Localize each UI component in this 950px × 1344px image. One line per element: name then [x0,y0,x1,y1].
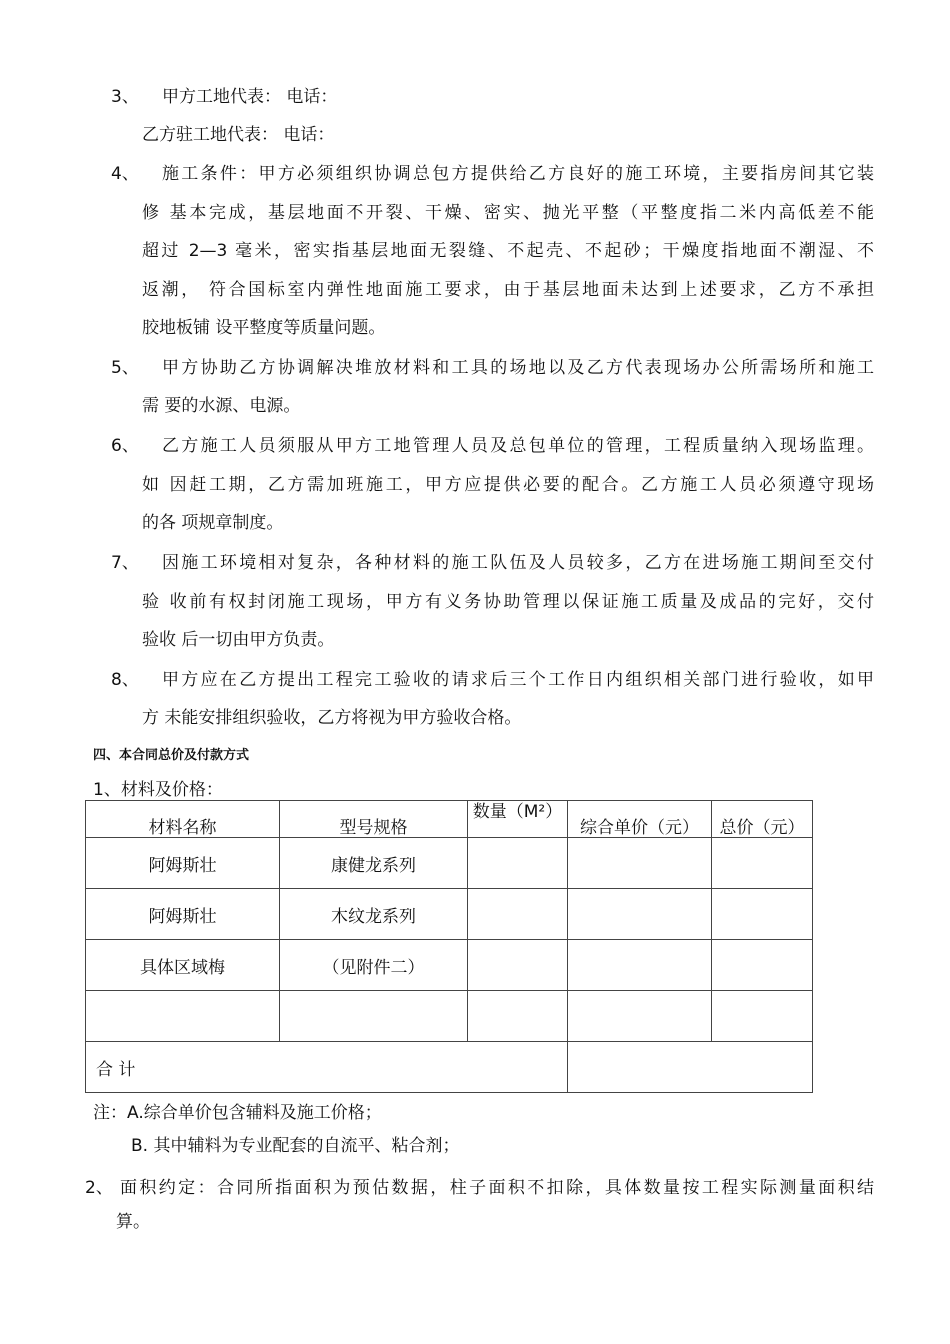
clause-4-line-5: 胶地板铺 设平整度等质量问题。 [142,318,386,338]
clause-4-line-4: 返潮， 符合国标室内弹性地面施工要求，由于基层地面未达到上述要求，乙方不承担 [142,280,874,300]
cell-quantity [468,940,568,991]
clause-5-line-2: 需 要的水源、电源。 [142,396,301,416]
clause-4-line-3: 超过 2—3 毫米，密实指基层地面无裂缝、不起壳、不起砂；干燥度指地面不潮湿、不 [142,241,874,261]
clause-4-line-2: 修 基本完成，基层地面不开裂、干燥、密实、抛光平整（平整度指二米内高低差不能 [142,203,874,223]
clause-4-line-1: 施工条件：甲方必须组织协调总包方提供给乙方良好的施工环境，主要指房间其它装 [162,164,874,184]
clause-7-line-3: 验收 后一切由甲方负责。 [142,630,335,650]
clause-8-number: 8、 [111,670,139,690]
table-row [86,889,813,940]
clause-5-number: 5、 [111,358,139,378]
cell-quantity [468,838,568,889]
clause-3-line-2: 乙方驻工地代表： 电话： [142,125,335,145]
clause-2-line-1: 面积约定：合同所指面积为预估数据，柱子面积不扣除，具体数量按工程实际测量面积结 [120,1178,874,1198]
cell-unit-price [568,991,712,1042]
header-material-name: 材料名称 [86,801,280,838]
cell-spec [280,991,468,1042]
clause-7-line-2: 验 收前有权封闭施工现场，甲方有义务协助管理以保证施工质量及成品的完好，交付 [142,592,874,612]
cell-total [712,838,813,889]
total-value [568,1042,813,1093]
table-header-row [86,801,813,838]
header-total-price: 总价（元） [712,801,813,838]
clause-8-line-2: 方 未能安排组织验收，乙方将视为甲方验收合格。 [142,708,522,728]
header-unit-price: 综合单价（元） [568,801,712,838]
clause-3-line-1: 甲方工地代表： 电话： [162,87,338,107]
total-label: 合 计 [86,1042,568,1093]
clause-6-line-1: 乙方施工人员须服从甲方工地管理人员及总包单位的管理，工程质量纳入现场监理。 [162,436,874,456]
cell-spec: 康健龙系列 [280,838,468,889]
clause-8-line-1: 甲方应在乙方提出工程完工验收的请求后三个工作日内组织相关部门进行验收，如甲 [162,670,874,690]
table-row [86,838,813,889]
note-b: B. 其中辅料为专业配套的自流平、粘合剂； [131,1136,460,1156]
cell-total [712,940,813,991]
table-row [86,940,813,991]
materials-price-table [85,800,813,1093]
clause-2-line-2: 算。 [116,1212,150,1232]
clause-2-number: 2、 [85,1178,113,1198]
clause-7-number: 7、 [111,553,139,573]
clause-7-line-1: 因施工环境相对复杂，各种材料的施工队伍及人员较多，乙方在进场施工期间至交付 [162,553,874,573]
cell-spec: （见附件二） [280,940,468,991]
cell-material-name: 阿姆斯壮 [86,889,280,940]
clause-6-line-2: 如 因赶工期，乙方需加班施工，甲方应提供必要的配合。乙方施工人员必须遵守现场 [142,475,874,495]
clause-6-line-3: 的各 项规章制度。 [142,513,284,533]
header-spec: 型号规格 [280,801,468,838]
header-quantity [468,801,568,838]
cell-total [712,991,813,1042]
section-4-heading: 四、本合同总价及付款方式 [93,748,250,763]
cell-unit-price [568,940,712,991]
note-a: 注：A.综合单价包含辅料及施工价格； [93,1103,382,1123]
cell-unit-price [568,838,712,889]
cell-quantity [468,889,568,940]
cell-total [712,889,813,940]
cell-spec: 木纹龙系列 [280,889,468,940]
cell-unit-price [568,889,712,940]
cell-material-name [86,991,280,1042]
cell-material-name: 阿姆斯壮 [86,838,280,889]
clause-6-number: 6、 [111,436,139,456]
cell-quantity [468,991,568,1042]
table-total-row [86,1042,813,1093]
clause-5-line-1: 甲方协助乙方协调解决堆放材料和工具的场地以及乙方代表现场办公所需场所和施工 [162,358,874,378]
table-row [86,991,813,1042]
clause-3-number: 3、 [111,87,139,107]
cell-material-name: 具体区域梅 [86,940,280,991]
clause-4-number: 4、 [111,164,139,184]
header-quantity-label: 数量（M²） [472,802,563,822]
section-4-sub-1: 1、材料及价格： [93,780,223,800]
